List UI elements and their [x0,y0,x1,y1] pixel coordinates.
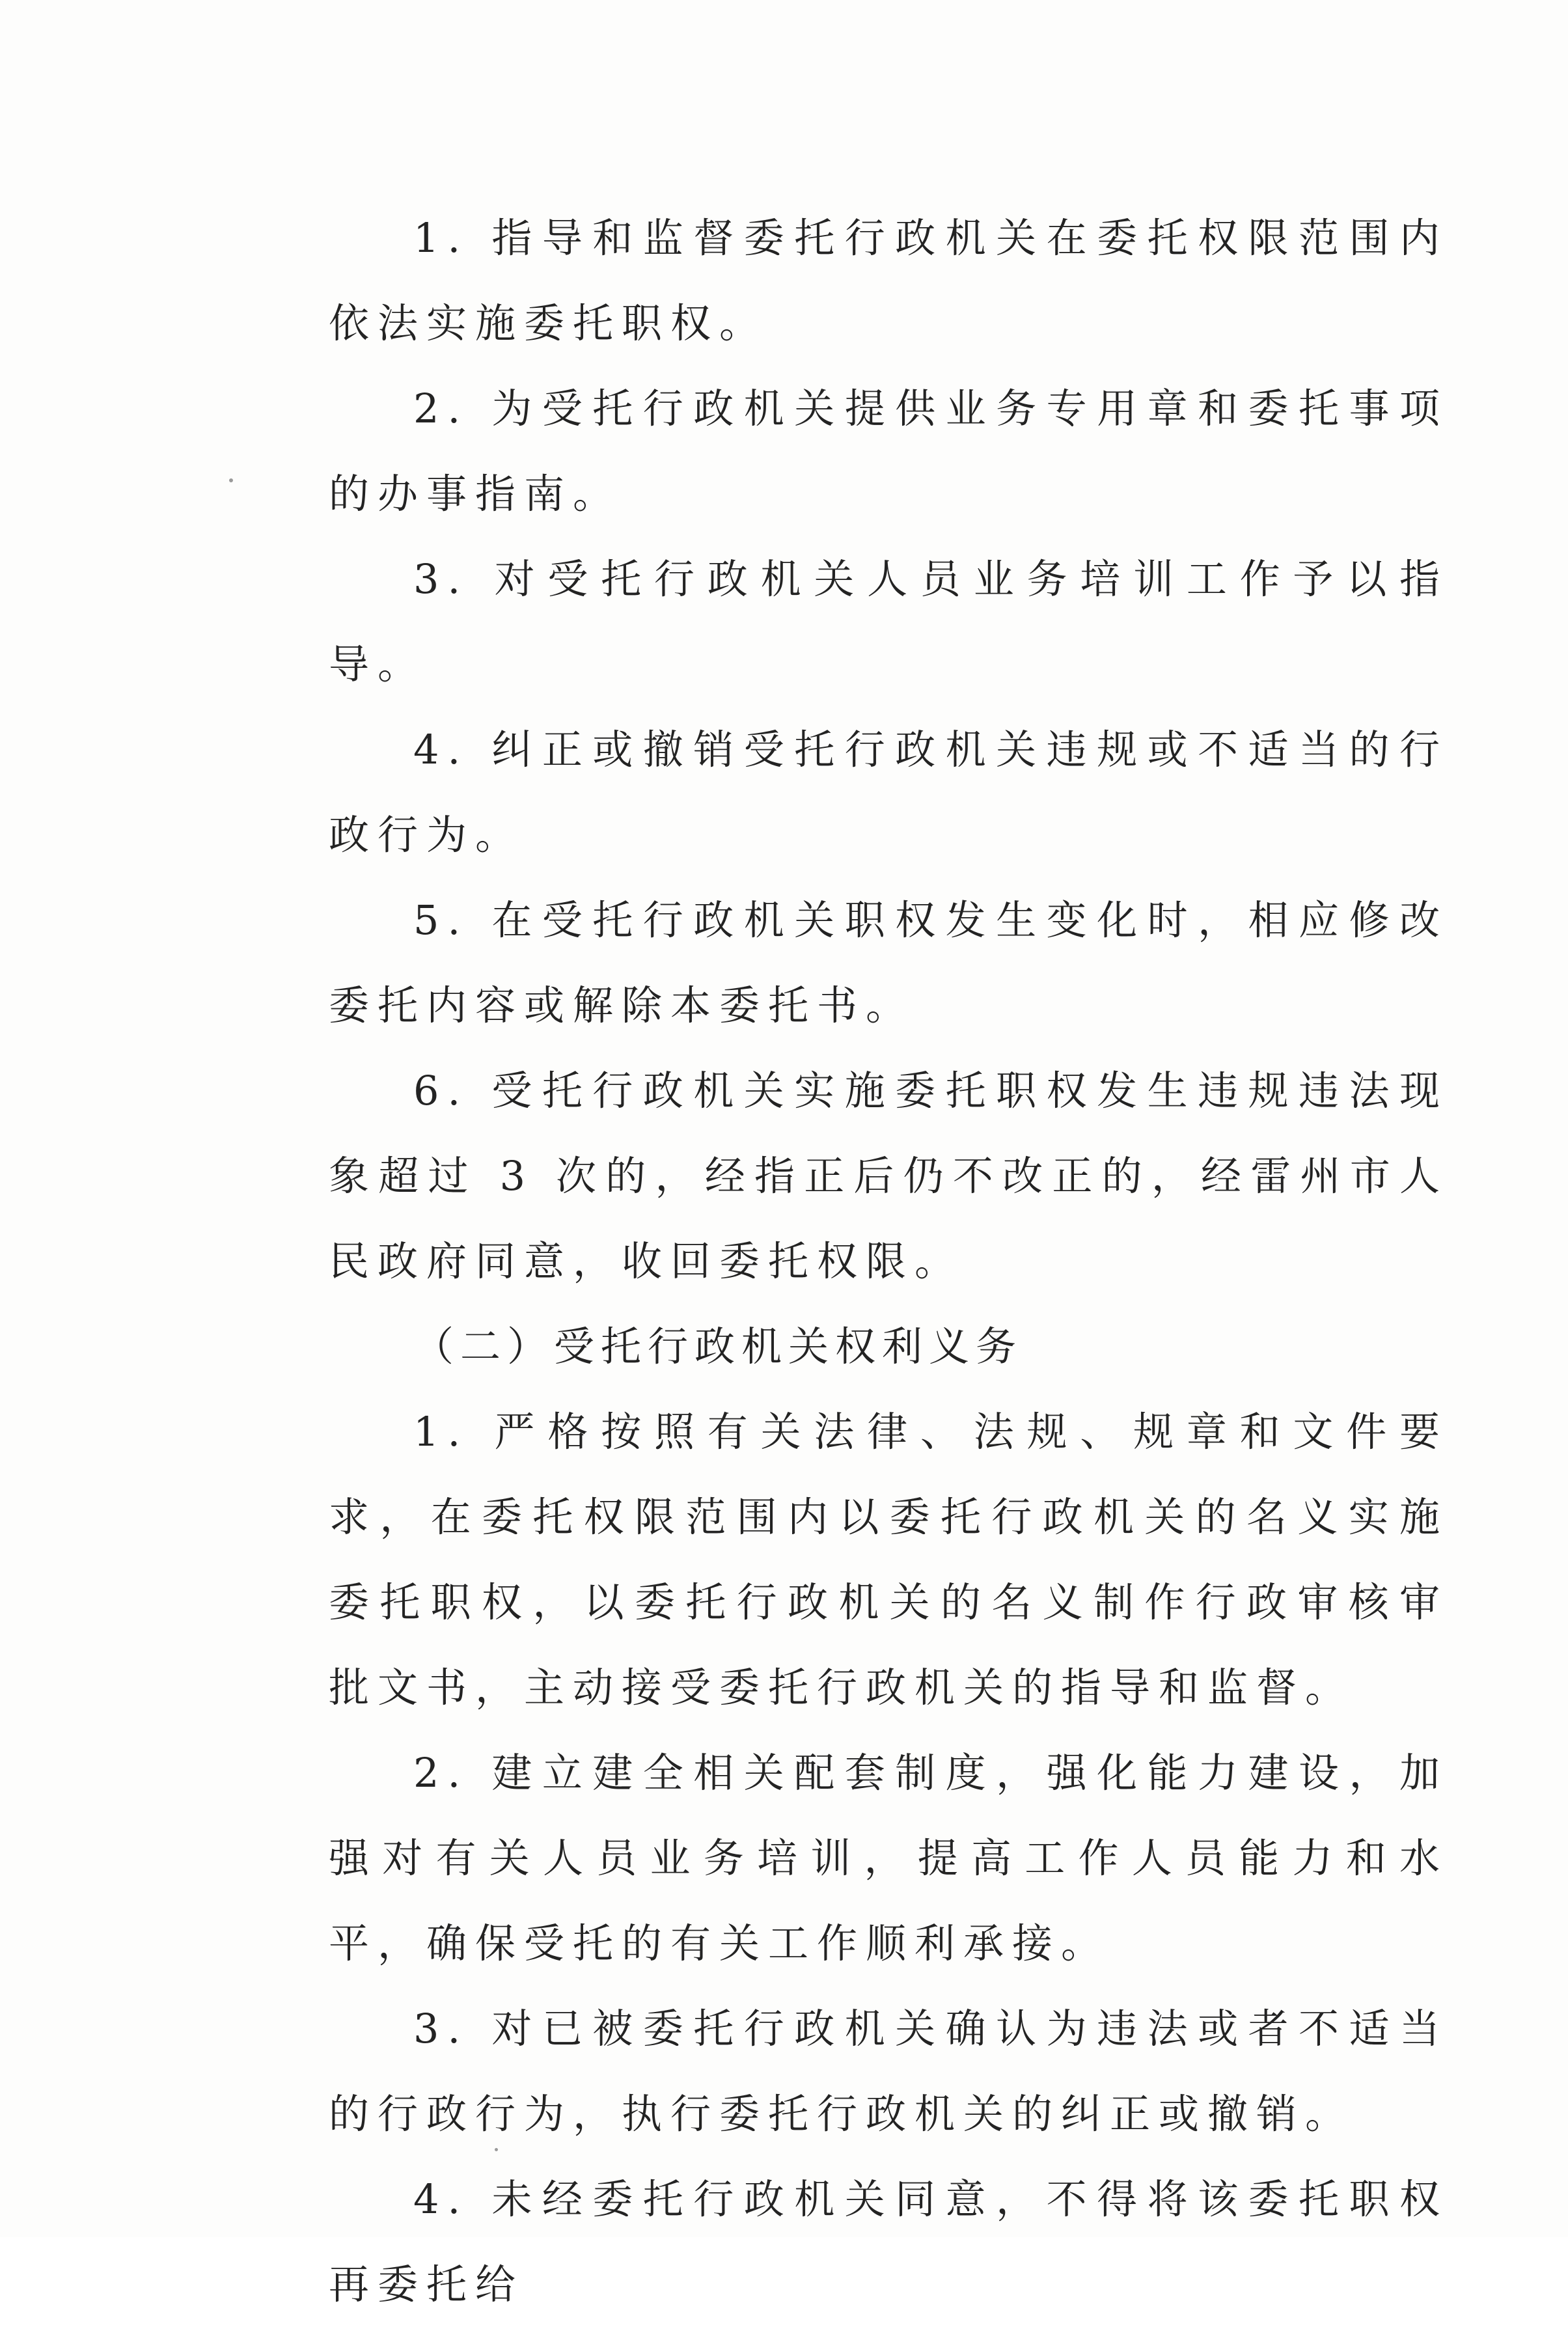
section-paragraph-2: 2. 建立建全相关配套制度，强化能力建设，加强对有关人员业务培训，提高工作人员能力和水平，确保受托的有关工作顺利承接。 [329,1749,1448,1967]
section-heading: （二）受托行政机关权利义务 [413,1323,1023,1370]
section-paragraph-3: 3. 对已被委托行政机关确认为违法或者不适当的行政行为，执行委托行政机关的纠正或撤销。 [329,2005,1448,2138]
section-paragraph-1: 1. 严格按照有关法律、法规、规章和文件要求，在委托权限范围内以委托行政机关的名义实施委托职权，以委托行政机关的名义制作行政审核审批文书，主动接受委托行政机关的指导和监督。 [329,1408,1448,1711]
paragraph-3: 3. 对受托行政机关人员业务培训工作予以指导。 [329,555,1448,688]
paragraph-4: 4. 纠正或撤销受托行政机关违规或不适当的行政行为。 [329,726,1448,859]
paragraph-6: 6. 受托行政机关实施委托职权发生违规违法现象超过 3 次的，经指正后仍不改正的，经雷州市人民政府同意，收回委托权限。 [329,1067,1448,1285]
paragraph-1: 1. 指导和监督委托行政机关在委托权限范围内依法实施委托职权。 [329,214,1448,347]
paragraph-2: 2. 为受托行政机关提供业务专用章和委托事项的办事指南。 [329,385,1448,517]
section-paragraph-4: 4. 未经委托行政机关同意，不得将该委托职权再委托给 [329,2175,1448,2308]
scan-speck [229,478,233,482]
document-body [329,195,1448,2327]
paragraph-5: 5. 在受托行政机关职权发生变化时，相应修改委托内容或解除本委托书。 [329,896,1448,1029]
